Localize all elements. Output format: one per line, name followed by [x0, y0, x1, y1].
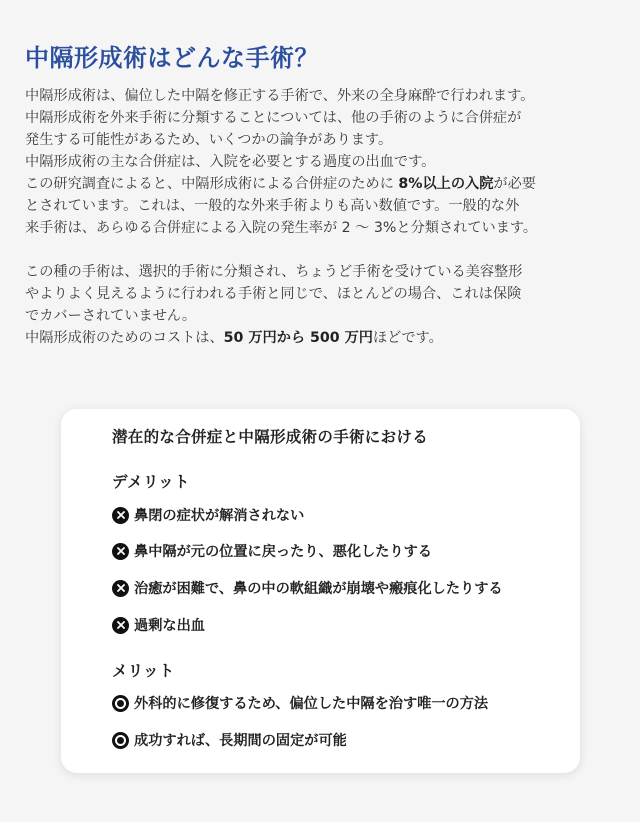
double-circle-icon — [112, 695, 129, 712]
demerit-item — [112, 615, 205, 635]
merit-item — [112, 693, 488, 713]
text-segment: この研究調査によると、中隔形成術による合併症のために — [25, 176, 399, 192]
demerits-heading: デメリット — [112, 473, 190, 491]
demerit-item — [112, 505, 304, 525]
text-segment: が必要 — [493, 176, 536, 192]
paragraph-line: 中隔形成術の主な合併症は、入院を必要とする過度の出血です。 — [25, 154, 436, 170]
article-body — [25, 85, 620, 349]
card-heading: 潜在的な合併症と中隔形成術の手術における — [112, 428, 429, 446]
paragraph-line: でカバーされていません。 — [25, 308, 197, 324]
paragraph-line — [25, 173, 620, 195]
paragraph-line: この種の手術は、選択的手術に分類され、ちょうど手術を受けている美容整形 — [25, 264, 523, 280]
paragraph-line: とされています。これは、一般的な外来手術よりも高い数値です。一般的な外 — [25, 198, 520, 214]
bold-text: 50 万円から 500 万円 — [223, 330, 373, 346]
bold-text: 8%以上の入院 — [398, 176, 494, 192]
demerit-item — [112, 578, 503, 598]
demerit-item — [112, 541, 432, 561]
paragraph-spacer — [25, 239, 620, 261]
page-title: 中隔形成術はどんな手術？ — [25, 44, 319, 72]
x-circle-icon — [112, 617, 129, 634]
x-circle-icon — [112, 543, 129, 560]
merit-text: 成功すれば、長期間の固定が可能 — [134, 733, 347, 749]
demerit-text: 鼻閉の症状が解消されない — [134, 508, 305, 524]
text-segment: ほどです。 — [372, 330, 443, 346]
paragraph-line: やよりよく見えるように行われる手術と同じで、ほとんどの場合、これは保険 — [25, 286, 522, 302]
demerit-text: 過剰な出血 — [134, 618, 205, 634]
paragraph-line: 中隔形成術を外来手術に分類することについては、他の手術のように合併症が — [25, 110, 522, 126]
merit-item — [112, 730, 347, 750]
demerit-text: 治癒が困難で、鼻の中の軟組織が崩壊や瘢痕化したりする — [134, 581, 503, 597]
demerit-text: 鼻中隔が元の位置に戻ったり、悪化したりする — [134, 544, 432, 560]
paragraph-line: 来手術は、あらゆる合併症による入院の発生率が 2 〜 3%と分類されています。 — [25, 220, 538, 236]
merit-text: 外科的に修復するため、偏位した中隔を治す唯一の方法 — [134, 696, 489, 712]
paragraph-line — [25, 327, 620, 349]
x-circle-icon — [112, 507, 129, 524]
x-circle-icon — [112, 580, 129, 597]
merits-heading: メリット — [112, 662, 175, 680]
paragraph-line: 中隔形成術は、偏位した中隔を修正する手術で、外来の全身麻酔で行われます。 — [25, 88, 535, 104]
double-circle-icon — [112, 732, 129, 749]
pros-cons-card — [61, 409, 580, 773]
paragraph-line: 発生する可能性があるため、いくつかの論争があります。 — [25, 132, 393, 148]
text-segment: 中隔形成術のためのコストは、 — [25, 330, 224, 346]
